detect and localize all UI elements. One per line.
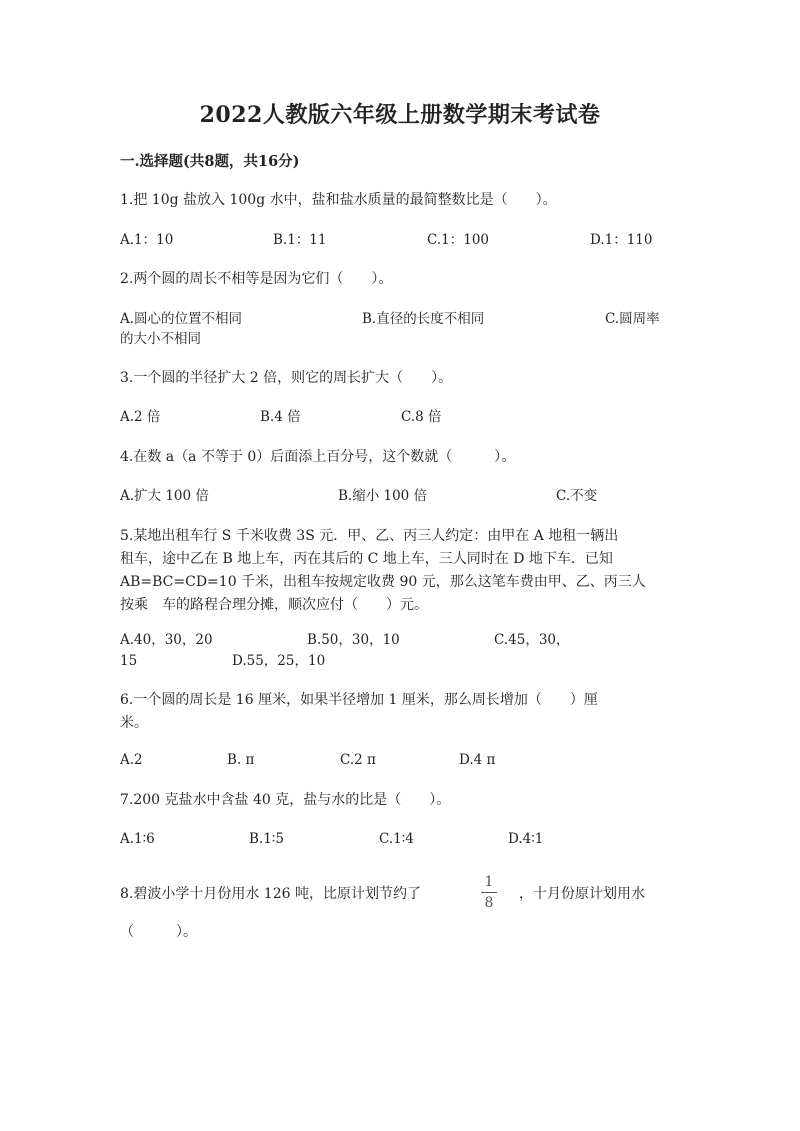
q5-option-c: C.45，30， [494, 632, 570, 648]
question-5-line-2: 租车，途中乙在 B 地上车，丙在其后的 C 地上车，三人同时在 D 地下车．已知 [120, 551, 613, 567]
section-heading: 一.选择题(共8题，共16分) [120, 153, 300, 170]
question-3-text: 3.一个圆的半径扩大 2 倍，则它的周长扩大（ ）。 [120, 370, 453, 386]
question-7-text: 7.200 克盐水中含盐 40 克，盐与水的比是（ ）。 [120, 792, 451, 808]
question-5-line-3: AB=BC=CD=10 千米，出租车按规定收费 90 元，那么这笔车费由甲、乙、丙三人 [120, 574, 646, 590]
q4-option-b: B.缩小 100 倍 [338, 488, 428, 504]
q2-option-a: A.圆心的位置不相同 [120, 311, 243, 327]
q1-option-c: C.1：100 [427, 232, 489, 248]
question-8-text-after-fraction: ，十月份原计划用水 [519, 886, 645, 902]
q1-option-a: A.1：10 [120, 232, 174, 248]
q7-option-c: C.1∶4 [379, 831, 414, 847]
q1-option-b: B.1：11 [273, 232, 327, 248]
q7-option-d: D.4∶1 [508, 831, 544, 847]
question-8-text-before-fraction: 8.碧波小学十月份用水 126 吨，比原计划节约了 [120, 886, 421, 902]
q5-option-b: B.50，30，10 [307, 632, 400, 648]
question-8-line-2: （ ）。 [120, 924, 197, 940]
question-5-line-1: 5.某地出租车行 S 千米收费 3S 元．甲、乙、丙三人约定：由甲在 A 地租一辆出 [120, 528, 619, 544]
question-2-text: 2.两个圆的周长不相等是因为它们（ ）。 [120, 271, 393, 287]
q6-option-b: B. π [227, 752, 255, 768]
q3-option-b: B.4 倍 [260, 409, 301, 425]
page-title: 2022人教版六年级上册数学期末考试卷 [199, 102, 601, 128]
fraction-numerator: 1 [484, 874, 494, 890]
q2-option-c-continued: 的大小不相同 [120, 331, 201, 347]
question-5-line-4: 按乘 车的路程合理分摊，顺次应付（ ）元。 [120, 597, 428, 613]
q7-option-a: A.1∶6 [120, 831, 155, 847]
q1-option-d: D.1：110 [590, 232, 653, 248]
q4-option-a: A.扩大 100 倍 [120, 488, 209, 504]
question-4-text: 4.在数 a（a 不等于 0）后面添上百分号，这个数就（ ）。 [120, 449, 516, 465]
q2-option-b: B.直径的长度不相同 [362, 311, 485, 327]
q3-option-c: C.8 倍 [401, 409, 442, 425]
q5-option-c-continued: 15 [120, 653, 138, 669]
fraction-one-eighth [481, 874, 497, 911]
q6-option-c: C.2 π [340, 752, 376, 768]
fraction-denominator: 8 [484, 895, 494, 911]
question-6-line-2: 米。 [120, 715, 148, 731]
q6-option-a: A.2 [120, 752, 143, 768]
fraction-bar [481, 892, 497, 893]
q5-option-a: A.40，30，20 [120, 632, 213, 648]
q3-option-a: A.2 倍 [120, 409, 161, 425]
q4-option-c: C.不变 [556, 488, 598, 504]
q2-option-c: C.圆周率 [605, 311, 660, 327]
question-1-text: 1.把 10g 盐放入 100g 水中，盐和盐水质量的最简整数比是（ ）。 [120, 192, 557, 208]
question-6-line-1: 6.一个圆的周长是 16 厘米，如果半径增加 1 厘米，那么周长增加（ ）厘 [120, 692, 598, 708]
q5-option-d: D.55，25，10 [232, 653, 326, 669]
q7-option-b: B.1∶5 [249, 831, 284, 847]
q6-option-d: D.4 π [459, 752, 496, 768]
